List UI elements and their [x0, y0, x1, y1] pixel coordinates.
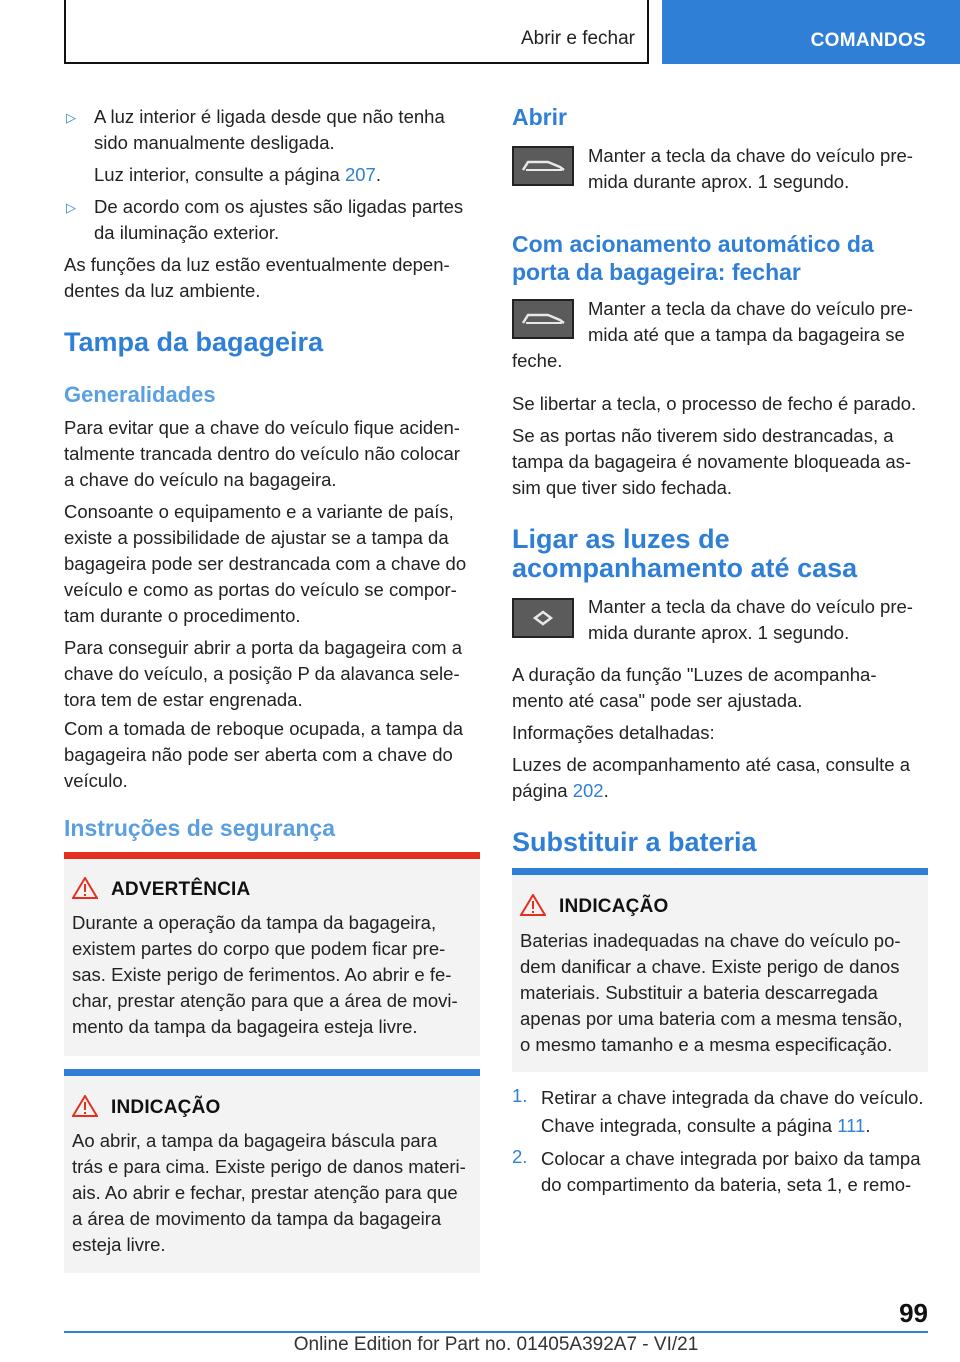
luzes-l2: mida durante aprox. 1 segundo.: [588, 622, 850, 643]
bullet2-line2: da iluminação exterior.: [94, 222, 280, 243]
section-title: Abrir e fechar: [520, 28, 635, 49]
abrir-l1: Manter a tecla da chave do veículo pre‐: [588, 145, 913, 166]
gen-p1-l3: a chave do veículo na bagageira.: [64, 469, 337, 490]
header-border-divider: [647, 0, 649, 64]
heading-substituir-bateria: Substituir a bateria: [512, 827, 757, 857]
step1-ref: Chave integrada, consulte a página 111.: [541, 1115, 871, 1136]
warning-triangle-icon: [520, 894, 546, 916]
luzes-p2-l2: mento até casa" pode ser ajustada.: [512, 690, 803, 711]
warn2-l4: a área de movimento da tampa da bagageira: [72, 1208, 442, 1229]
header-border-left: [64, 0, 66, 64]
footer-edition: Online Edition for Part no. 01405A392A7 - VI/21: [293, 1334, 699, 1355]
warn2-l2: trás e para cima. Existe perigo de danos materi‐: [72, 1156, 466, 1177]
step2-number: 2.: [512, 1146, 528, 1167]
auto-p3-l1: Se as portas não tiverem sido destrancadas, a: [512, 425, 894, 446]
gen-p2-l2: existe a possibilidade de ajustar se a tampa da: [64, 527, 449, 548]
warning-triangle-icon: [72, 877, 98, 899]
luzes-p4-l2: página 202.: [512, 780, 609, 801]
heading-luzes-l2: acompanhamento até casa: [512, 553, 858, 583]
warn3-l1: Baterias inadequadas na chave do veículo po‐: [520, 930, 901, 951]
warning-triangle-icon: [72, 1095, 98, 1117]
luzes-p2-l1: A duração da função "Luzes de acompanha‐: [512, 664, 877, 685]
para1-line2: dentes da luz ambiente.: [64, 280, 261, 301]
notice-title: INDICAÇÃO: [559, 896, 669, 917]
bullet1-ref: Luz interior, consulte a página 207.: [94, 164, 381, 185]
step1-text: Retirar a chave integrada da chave do veículo.: [541, 1087, 924, 1108]
warn2-l3: ais. Ao abrir e fechar, prestar atenção para que: [72, 1182, 458, 1203]
notice-title: INDICAÇÃO: [111, 1097, 221, 1118]
para1-line1: As funções da luz estão eventualmente depen‐: [64, 254, 450, 275]
page-link-207[interactable]: 207: [344, 164, 376, 185]
bullet2-line1: De acordo com os ajustes são ligadas partes: [94, 196, 464, 217]
warn1-l3: sas. Existe perigo de ferimentos. Ao abrir e fe‐: [72, 964, 452, 985]
page-link-111[interactable]: 111: [837, 1115, 866, 1136]
warn1-l4: char, prestar atenção para que a área de movi‐: [72, 990, 458, 1011]
header-border-bottom: [64, 62, 648, 64]
gen-p2-l5: tam durante o procedimento.: [64, 605, 301, 626]
auto-p2: Se libertar a tecla, o processo de fecho é parado.: [512, 393, 917, 414]
warn2-l5: esteja livre.: [72, 1234, 166, 1255]
heading-abrir: Abrir: [512, 104, 567, 130]
warning-bar: [64, 852, 480, 859]
warn2-l1: Ao abrir, a tampa da bagageira báscula para: [72, 1130, 438, 1151]
auto-l2: mida até que a tampa da bagageira se: [588, 324, 905, 345]
step1-number: 1.: [512, 1085, 528, 1106]
light-key-icon: [512, 598, 574, 638]
warning-title: ADVERTÊNCIA: [111, 879, 251, 900]
trunk-close-key-icon: [512, 299, 574, 339]
gen-p2-l4: veículo e como as portas do veículo se compor‐: [64, 579, 457, 600]
footer-divider: [64, 1331, 928, 1333]
heading-tampa-bagageira: Tampa da bagageira: [64, 327, 324, 357]
gen-p3-l2: chave do veículo, a posição P da alavanca sele‐: [64, 663, 460, 684]
gen-p2-l1: Consoante o equipamento e a variante de país,: [64, 501, 454, 522]
luzes-l1: Manter a tecla da chave do veículo pre‐: [588, 596, 913, 617]
step2-l2: do compartimento da bateria, seta 1, e remo‐: [541, 1174, 912, 1195]
trunk-open-key-icon: [512, 146, 574, 186]
heading-auto-l2: porta da bagageira: fechar: [512, 259, 801, 285]
warn3-l4: apenas por uma bateria com a mesma tensão,: [520, 1008, 903, 1029]
notice-bar: [64, 1069, 480, 1076]
gen-p4-l1: Com a tomada de reboque ocupada, a tampa da: [64, 718, 464, 739]
warn3-l2: dem danificar a chave. Existe perigo de danos: [520, 956, 900, 977]
gen-p1-l2: talmente trancada dentro do veículo não colocar: [64, 443, 460, 464]
auto-p3-l2: tampa da bagageira é novamente bloqueada as‐: [512, 451, 912, 472]
page-link-202[interactable]: 202: [572, 780, 604, 801]
gen-p3-l1: Para conseguir abrir a porta da bagageira com a: [64, 637, 462, 658]
heading-auto-l1: Com acionamento automático da: [512, 231, 874, 257]
auto-p3-l3: sim que tiver sido fechada.: [512, 477, 733, 498]
heading-instrucoes-seguranca: Instruções de segurança: [64, 815, 335, 841]
heading-luzes-l1: Ligar as luzes de: [512, 524, 730, 554]
heading-generalidades: Generalidades: [64, 382, 216, 407]
luzes-p4-l1: Luzes de acompanhamento até casa, consulte a: [512, 754, 911, 775]
warn3-l3: materiais. Substituir a bateria descarregada: [520, 982, 878, 1003]
auto-l3: feche.: [512, 350, 563, 371]
luzes-p3: Informações detalhadas:: [512, 722, 715, 743]
notice-bar: [512, 868, 928, 875]
warn1-l2: existem partes do corpo que podem ficar pre‐: [72, 938, 446, 959]
bullet-triangle-icon: ▷: [66, 110, 76, 125]
page-number: 99: [899, 1298, 928, 1328]
bullet1-line1: A luz interior é ligada desde que não tenha: [94, 106, 445, 127]
warn1-l5: mento da tampa da bagageira esteja livre.: [72, 1016, 418, 1037]
bullet-triangle-icon: ▷: [66, 200, 76, 215]
gen-p4-l3: veículo.: [64, 770, 128, 791]
bullet1-line2: sido manualmente desligada.: [94, 132, 335, 153]
gen-p1-l1: Para evitar que a chave do veículo fique aciden‐: [64, 417, 460, 438]
gen-p3-l3: tora tem de estar engrenada.: [64, 689, 303, 710]
chapter-tab-label: COMANDOS: [810, 30, 926, 51]
gen-p4-l2: bagageira não pode ser aberta com a chave do: [64, 744, 453, 765]
step2-l1: Colocar a chave integrada por baixo da tampa: [541, 1148, 921, 1169]
warn3-l5: o mesmo tamanho e a mesma especificação.: [520, 1034, 893, 1055]
abrir-l2: mida durante aprox. 1 segundo.: [588, 171, 850, 192]
auto-l1: Manter a tecla da chave do veículo pre‐: [588, 298, 913, 319]
warn1-l1: Durante a operação da tampa da bagageira,: [72, 912, 437, 933]
gen-p2-l3: bagageira pode ser destrancada com a chave do: [64, 553, 467, 574]
chapter-tab[interactable]: [662, 0, 960, 64]
